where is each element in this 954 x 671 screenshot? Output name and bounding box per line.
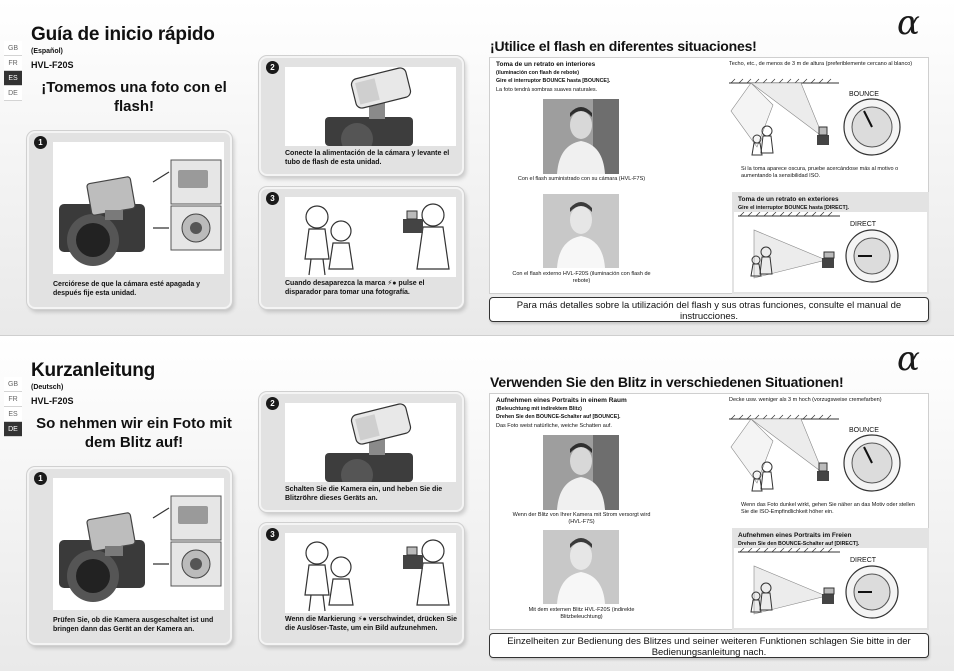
- step-panel-2: [259, 56, 464, 176]
- camera-attach-illustration: [53, 478, 224, 610]
- direct-label: DIRECT: [850, 557, 877, 564]
- step-caption-3: Wenn die Markierung ⚡● verschwindet, drücken Sie die Auslöser-Taste, um ein Bild aufzunehmen.: [285, 616, 458, 632]
- portrait-image: [543, 99, 619, 174]
- outdoor-instruction: Gire el interruptor BOUNCE hasta [DIRECT].: [738, 205, 849, 211]
- portrait-photo-external-flash: [543, 194, 619, 268]
- german-guide: [0, 336, 954, 671]
- photo-caption-built-in: Con el flash suministrado con su cámara (HVL-F7S): [517, 176, 646, 182]
- bounce-flash-diagram-icon: [727, 413, 927, 501]
- ceiling-note: Techo, etc., de menos de 3 m de altura (preferiblemente cercano al blanco): [729, 61, 913, 67]
- language-note: (Deutsch): [31, 384, 64, 391]
- outdoor-heading: [738, 532, 928, 548]
- direct-diagram: [734, 548, 927, 628]
- language-tabs: [4, 377, 22, 437]
- indoor-description: Das Foto weist natürliche, weiche Schatten auf.: [496, 423, 612, 429]
- portrait-photo-built-in-flash: [543, 435, 619, 510]
- language-tab-de[interactable]: DE: [4, 422, 22, 437]
- photo-caption-built-in: Wenn der Blitz von Ihrer Kamera mit Strom versorgt wird (HVL-F7S): [512, 512, 651, 525]
- portrait-photo-built-in-flash: [543, 99, 619, 174]
- step-caption-3: Cuando desaparezca la marca ⚡● pulse el disparador para tomar una fotografía.: [285, 280, 425, 296]
- taking-photo-illustration: [285, 197, 456, 277]
- language-tab-fr[interactable]: FR: [4, 56, 22, 71]
- camera-flash-icon: [53, 478, 224, 610]
- alpha-logo: α: [897, 339, 920, 379]
- situations-box: [489, 57, 929, 294]
- children-photographer-icon: [285, 197, 456, 277]
- step-number-2: 2: [266, 397, 279, 410]
- situations-heading: ¡Utilice el flash en diferentes situaciones!: [490, 38, 757, 54]
- direct-diagram: [734, 212, 927, 292]
- indoor-instruction: Drehen Sie den BOUNCE-Schalter auf [BOUNCE].: [496, 414, 621, 420]
- direct-flash-diagram-icon: [734, 212, 927, 292]
- taking-photo-illustration: [285, 533, 456, 613]
- bounce-label: BOUNCE: [849, 427, 879, 434]
- dark-photo-note: Wenn das Foto dunkel wirkt, gehen Sie näher an das Motiv oder stellen Sie die ISO-Empfindlichkeit höher ein.: [741, 502, 915, 515]
- indoor-heading: [496, 61, 696, 85]
- outdoor-heading: [738, 196, 928, 212]
- language-tab-gb[interactable]: GB: [4, 41, 22, 56]
- indoor-subtitle: (iluminación con flash de rebote): [496, 70, 579, 76]
- step-panel-3: [259, 187, 464, 309]
- step-caption-1: Cerciórese de que la cámara esté apagada y después fije esta unidad.: [53, 281, 201, 297]
- bounce-diagram: [727, 413, 927, 501]
- step-number-2: 2: [266, 61, 279, 74]
- step-number-1: 1: [34, 472, 47, 485]
- portrait-image: [543, 530, 619, 604]
- flash-tube-icon: [285, 67, 456, 146]
- step-caption-2: Conecte la alimentación de la cámara y levante el tubo de flash de esta unidad.: [285, 150, 450, 166]
- step-panel-3: [259, 523, 464, 645]
- flash-raised-illustration: [285, 67, 456, 146]
- outdoor-section: [732, 192, 929, 294]
- flash-raised-illustration: [285, 403, 456, 482]
- language-tab-de[interactable]: DE: [4, 86, 22, 101]
- step-caption-2: Schalten Sie die Kamera ein, und heben Sie die Blitzröhre dieses Geräts an.: [285, 486, 443, 502]
- indoor-title: Toma de un retrato en interiores: [496, 61, 596, 68]
- alpha-logo: α: [897, 3, 920, 43]
- photo-caption-external: Mit dem externen Blitz HVL-F20S (indirekte Blitzbeleuchtung): [528, 607, 635, 620]
- camera-attach-illustration: [53, 142, 224, 274]
- indoor-subtitle: (Beleuchtung mit indirektem Blitz): [496, 406, 582, 412]
- portrait-image: [543, 435, 619, 510]
- ceiling-note: Decke usw. weniger als 3 m hoch (vorzugsweise cremefarben): [729, 397, 882, 403]
- situations-heading: Verwenden Sie den Blitz in verschiedenen Situationen!: [490, 374, 844, 390]
- outdoor-section: [732, 528, 929, 630]
- direct-flash-diagram-icon: [734, 548, 927, 628]
- language-tab-es[interactable]: ES: [4, 71, 22, 86]
- language-tab-fr[interactable]: FR: [4, 392, 22, 407]
- direct-label: DIRECT: [850, 221, 877, 228]
- step-panel-1: [27, 467, 232, 645]
- step-panel-2: [259, 392, 464, 512]
- language-note: (Español): [31, 48, 63, 55]
- indoor-instruction: Gire el interruptor BOUNCE hasta [BOUNCE].: [496, 78, 611, 84]
- children-photographer-icon: [285, 533, 456, 613]
- outdoor-title: Toma de un retrato en exteriores: [738, 196, 839, 203]
- model-number: HVL-F20S: [31, 60, 74, 70]
- bounce-diagram: [727, 77, 927, 165]
- dark-photo-note: Si la toma aparece oscura, pruebe acercándose más al motivo o aumentando la sensibilidad ISO.: [741, 166, 899, 179]
- model-number: HVL-F20S: [31, 396, 74, 406]
- indoor-title: Aufnehmen eines Portraits in einem Raum: [496, 397, 627, 404]
- bounce-flash-diagram-icon: [727, 77, 927, 165]
- situations-box: [489, 393, 929, 630]
- guide-title: Kurzanleitung: [31, 360, 156, 381]
- portrait-image: [543, 194, 619, 268]
- bounce-label: BOUNCE: [849, 91, 879, 98]
- outdoor-instruction: Drehen Sie den BOUNCE-Schalter auf [DIRECT].: [738, 541, 860, 547]
- lede-heading: ¡Tomemos una foto con el flash!: [41, 79, 227, 115]
- manual-notice: Einzelheiten zur Bedienung des Blitzes und seiner weiteren Funktionen schlagen Sie bitte in der Bedienungsanleitung nach.: [489, 633, 929, 658]
- step-caption-1: Prüfen Sie, ob die Kamera ausgeschaltet ist und bringen dann das Gerät an der Kamera an.: [53, 617, 214, 633]
- portrait-photo-external-flash: [543, 530, 619, 604]
- language-tab-es[interactable]: ES: [4, 407, 22, 422]
- language-tabs: [4, 41, 22, 101]
- indoor-description: La foto tendrá sombras suaves naturales.: [496, 87, 598, 93]
- outdoor-title: Aufnehmen eines Portraits im Freien: [738, 532, 852, 539]
- photo-caption-external: Con el flash externo HVL-F20S (iluminación con flash de rebote): [512, 271, 651, 284]
- step-number-1: 1: [34, 136, 47, 149]
- camera-flash-icon: [53, 142, 224, 274]
- lede-heading: So nehmen wir ein Foto mit dem Blitz auf!: [36, 415, 232, 451]
- flash-tube-icon: [285, 403, 456, 482]
- indoor-heading: [496, 397, 696, 421]
- spanish-guide: [0, 0, 954, 335]
- guide-title: Guía de inicio rápido: [31, 24, 215, 45]
- step-number-3: 3: [266, 528, 279, 541]
- language-tab-gb[interactable]: GB: [4, 377, 22, 392]
- step-number-3: 3: [266, 192, 279, 205]
- step-panel-1: [27, 131, 232, 309]
- manual-notice: Para más detalles sobre la utilización del flash y sus otras funciones, consulte el manual de instrucciones.: [489, 297, 929, 322]
